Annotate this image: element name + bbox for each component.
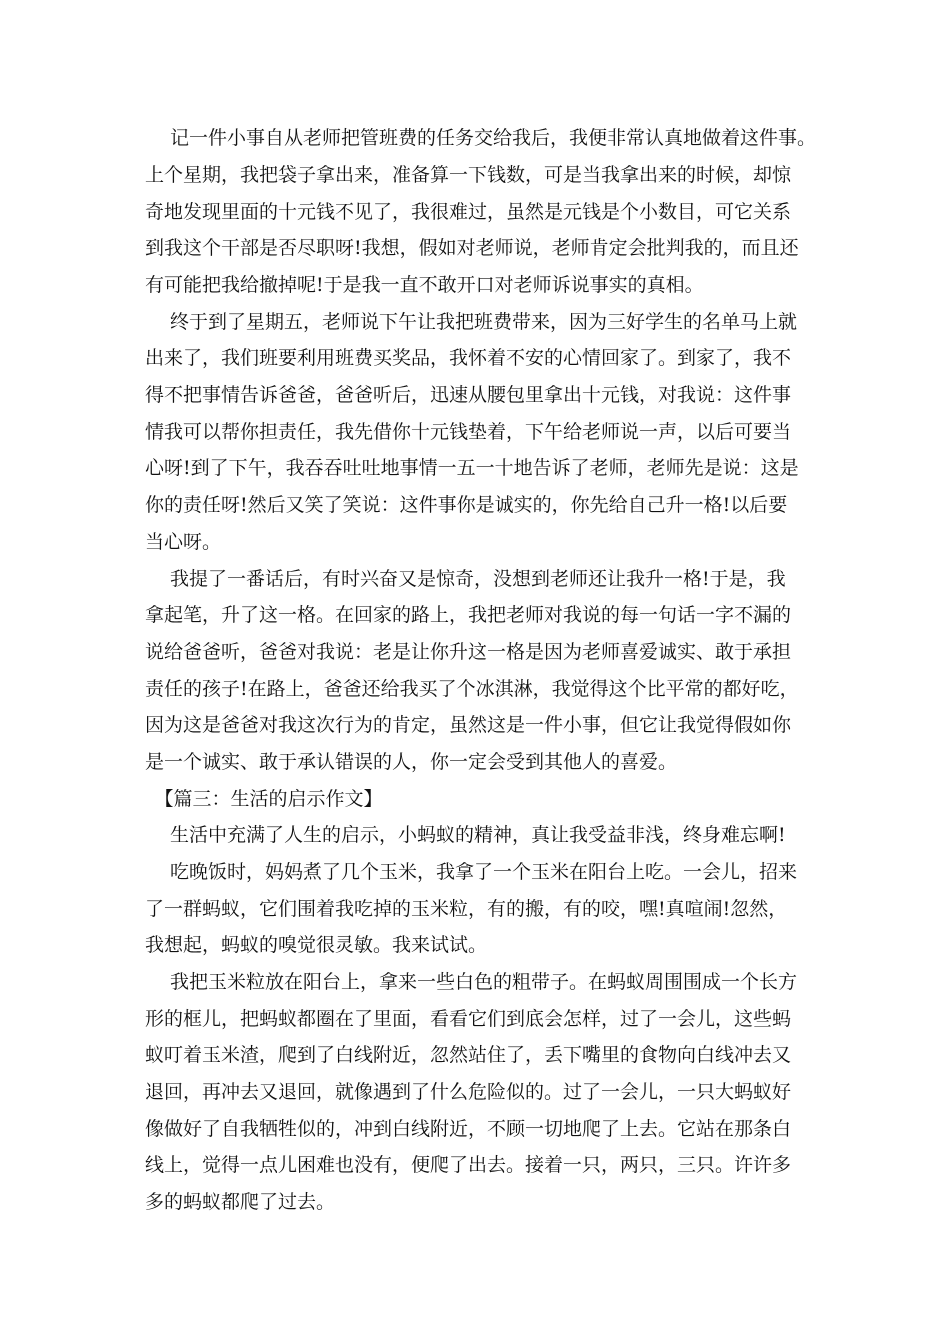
text-line: 记一件小事自从老师把管班费的任务交给我后，我便非常认真地做着这件事。 [145, 127, 817, 149]
text-line: 当心呀。 [145, 531, 222, 553]
text-line: 你的责任呀!然后又笑了笑说：这件事你是诚实的，你先给自己升一格!以后要 [145, 494, 788, 516]
text-line: 是一个诚实、敢于承认错误的人，你一定会受到其他人的喜爱。 [145, 751, 678, 773]
text-line: 我提了一番话后，有时兴奋又是惊奇，没想到老师还让我升一格!于是，我 [145, 568, 786, 590]
text-line: 奇地发现里面的十元钱不见了，我很难过，虽然是元钱是个小数目，可它关系 [145, 201, 792, 223]
section-heading: 【篇三：生活的启示作文】 [145, 788, 383, 810]
text-line: 吃晚饭时，妈妈煮了几个玉米，我拿了一个玉米在阳台上吃。一会儿，招来 [145, 861, 798, 883]
text-line: 我把玉米粒放在阳台上，拿来一些白色的粗带子。在蚂蚁周围围成一个长方 [145, 971, 798, 993]
text-line: 责任的孩子!在路上，爸爸还给我买了个冰淇淋，我觉得这个比平常的都好吃， [145, 678, 799, 700]
text-line: 像做好了自我牺牲似的，冲到白线附近，不顾一切地爬了上去。它站在那条白 [145, 1118, 792, 1140]
text-line: 多的蚂蚁都爬了过去。 [145, 1191, 336, 1213]
text-line: 退回，再冲去又退回，就像遇到了什么危险似的。过了一会儿，一只大蚂蚁好 [145, 1081, 792, 1103]
text-line: 拿起笔，升了这一格。在回家的路上，我把老师对我说的每一句话一字不漏的 [145, 604, 792, 626]
text-line: 线上，觉得一点儿困难也没有，便爬了出去。接着一只，两只，三只。许许多 [145, 1154, 792, 1176]
text-line: 蚁叮着玉米渣，爬到了白线附近，忽然站住了，丢下嘴里的食物向白线冲去又 [145, 1044, 792, 1066]
text-line: 终于到了星期五，老师说下午让我把班费带来，因为三好学生的名单马上就 [145, 311, 798, 333]
text-line: 到我这个干部是否尽职呀!我想，假如对老师说，老师肯定会批判我的，而且还 [145, 237, 799, 259]
text-line: 形的框儿，把蚂蚁都圈在了里面，看看它们到底会怎样，过了一会儿，这些蚂 [145, 1008, 792, 1030]
text-line: 出来了，我们班要利用班费买奖品，我怀着不安的心情回家了。到家了，我不 [145, 347, 792, 369]
text-line: 上个星期，我把袋子拿出来，准备算一下钱数，可是当我拿出来的时候，却惊 [145, 164, 792, 186]
text-line: 心呀!到了下午，我吞吞吐吐地事情一五一十地告诉了老师，老师先是说：这是 [145, 457, 799, 479]
text-line: 有可能把我给撤掉呢!于是我一直不敢开口对老师诉说事实的真相。 [145, 274, 704, 296]
text-line: 生活中充满了人生的启示，小蚂蚁的精神，真让我受益非浅，终身难忘啊! [145, 824, 786, 846]
text-line: 因为这是爸爸对我这次行为的肯定，虽然这是一件小事，但它让我觉得假如你 [145, 714, 792, 736]
text-line: 我想起，蚂蚁的嗅觉很灵敏。我来试试。 [145, 934, 488, 956]
text-line: 得不把事情告诉爸爸，爸爸听后，迅速从腰包里拿出十元钱，对我说：这件事 [145, 384, 792, 406]
text-line: 情我可以帮你担责任，我先借你十元钱垫着，下午给老师说一声，以后可要当 [145, 421, 792, 443]
text-line: 说给爸爸听，爸爸对我说：老是让你升这一格是因为老师喜爱诚实、敢于承担 [145, 641, 792, 663]
text-line: 了一群蚂蚁，它们围着我吃掉的玉米粒，有的搬，有的咬，嘿!真喧闹!忽然， [145, 898, 788, 920]
